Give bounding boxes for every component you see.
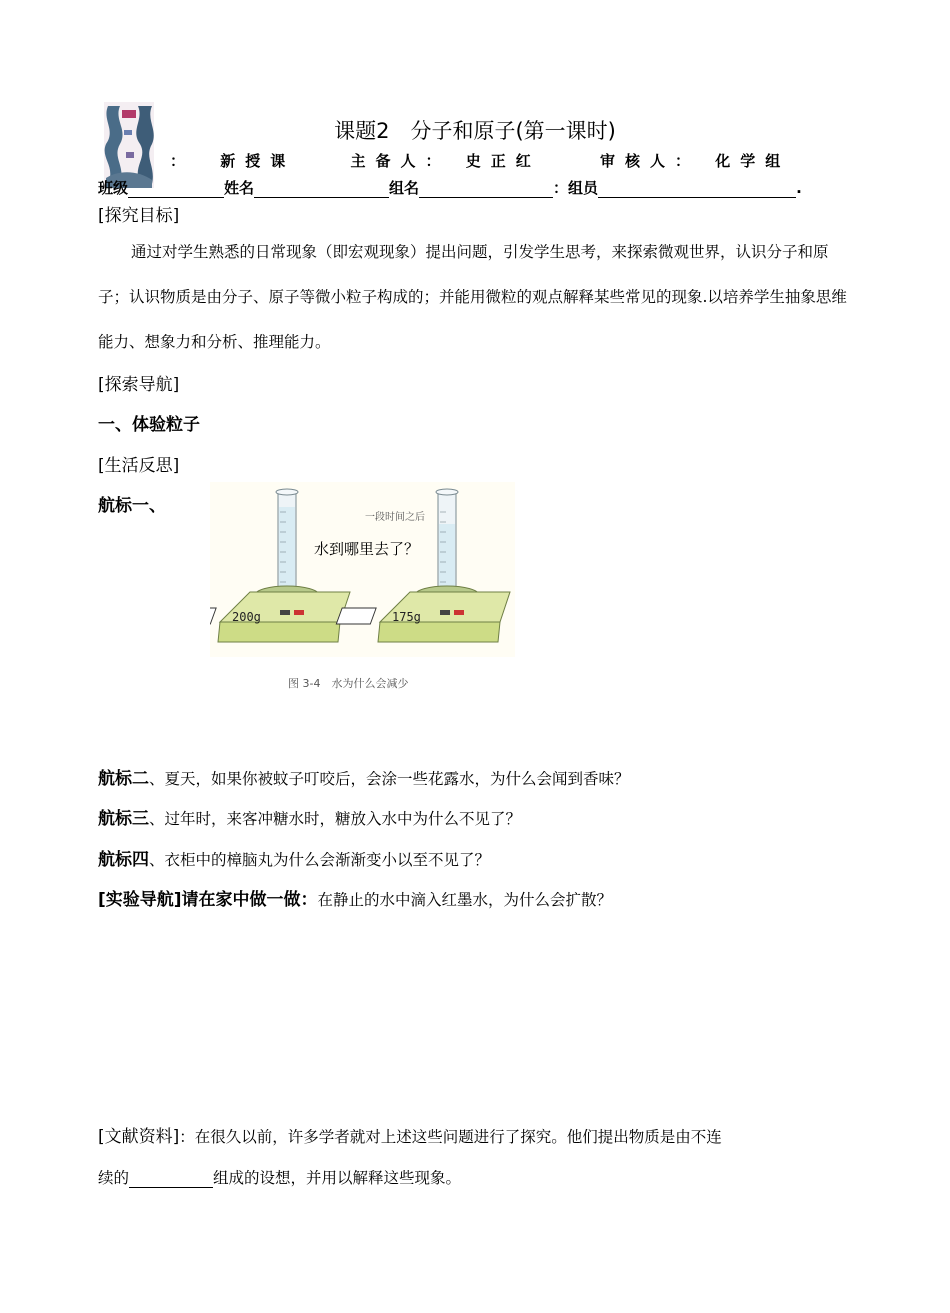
literature-text1: ：在很久以前，许多学者就对上述这些问题进行了探究。他们提出物质是由不连 — [179, 1128, 722, 1146]
literature-text2b: 组成的设想，并用以解释这些现象。 — [213, 1169, 462, 1187]
preparer-name: 史正红 — [465, 152, 541, 170]
figure-question: 水到哪里去了？ — [314, 540, 420, 558]
student-info-row — [98, 177, 858, 198]
goal-heading: [探究目标] — [98, 206, 180, 226]
beacon2-text: 、夏天，如果你被蚊子叮咬后，会涂一些花露水，为什么会闻到香味？ — [149, 770, 630, 788]
preparer-label: 主备人： — [350, 152, 451, 170]
end-mark: . — [796, 179, 802, 197]
meta-row — [170, 150, 860, 171]
literature-line2 — [98, 1166, 858, 1188]
name-blank[interactable] — [254, 181, 389, 198]
goal-text: 通过对学生熟悉的日常现象（即宏观现象）提出问题，引发学生思考，来探索微观世界，认识分子和原子；认识物质是由分子、原子等微小粒子构成的；并能用微粒的观点解释某些常见的现象.以培养学生抽象思维能力、想象力和分析、推理能力。 — [98, 243, 847, 351]
reflection-heading: [生活反思] — [98, 456, 180, 476]
beacon2-line — [98, 764, 858, 789]
reviewer-name: 化学组 — [715, 152, 791, 170]
beacon4-label: 航标四 — [98, 850, 149, 870]
beacon2-label: 航标二 — [98, 769, 149, 789]
beacon3-line — [98, 804, 858, 829]
figure-caption: 图 3-4 水为什么会减少 — [288, 677, 409, 690]
literature-label: [文献资料] — [98, 1127, 180, 1147]
type-prefix: ： — [170, 152, 196, 170]
experiment-text: 在静止的水中滴入红墨水，为什么会扩散？ — [317, 891, 613, 909]
group-blank[interactable] — [419, 181, 553, 198]
scale-right-reading: 175g — [392, 610, 421, 624]
name-label: 姓名 — [224, 179, 255, 197]
figure-water-scales — [210, 482, 515, 702]
lesson-type: 新授课 — [220, 152, 296, 170]
literature-line1 — [98, 1122, 858, 1147]
navigation-heading: [探索导航] — [98, 375, 180, 395]
members-blank[interactable] — [598, 181, 796, 198]
time-note: 一段时间之后 — [365, 512, 425, 523]
part1-heading: 一、体验粒子 — [98, 415, 200, 435]
beacon3-text: 、过年时，来客冲糖水时，糖放入水中为什么不见了？ — [149, 810, 522, 828]
class-blank[interactable] — [128, 181, 224, 198]
beacon3-label: 航标三 — [98, 809, 149, 829]
experiment-line — [98, 885, 858, 910]
group-label: 组名 — [389, 179, 420, 197]
members-label: ：组员 — [553, 179, 599, 197]
reviewer-label: 审核人： — [600, 152, 701, 170]
literature-text2a: 续的 — [98, 1169, 130, 1187]
beacon4-text: 、衣柜中的樟脑丸为什么会渐渐变小以至不见了？ — [149, 851, 491, 869]
page-title: 课题2 分子和原子(第一课时) — [334, 119, 616, 143]
class-label: 班级 — [98, 179, 129, 197]
beacon1-label: 航标一、 — [98, 496, 166, 516]
experiment-label: [实验导航]请在家中做一做： — [98, 890, 318, 910]
beacon4-line — [98, 845, 858, 870]
literature-blank[interactable] — [129, 1171, 213, 1188]
scale-left-reading: 200g — [232, 610, 261, 624]
